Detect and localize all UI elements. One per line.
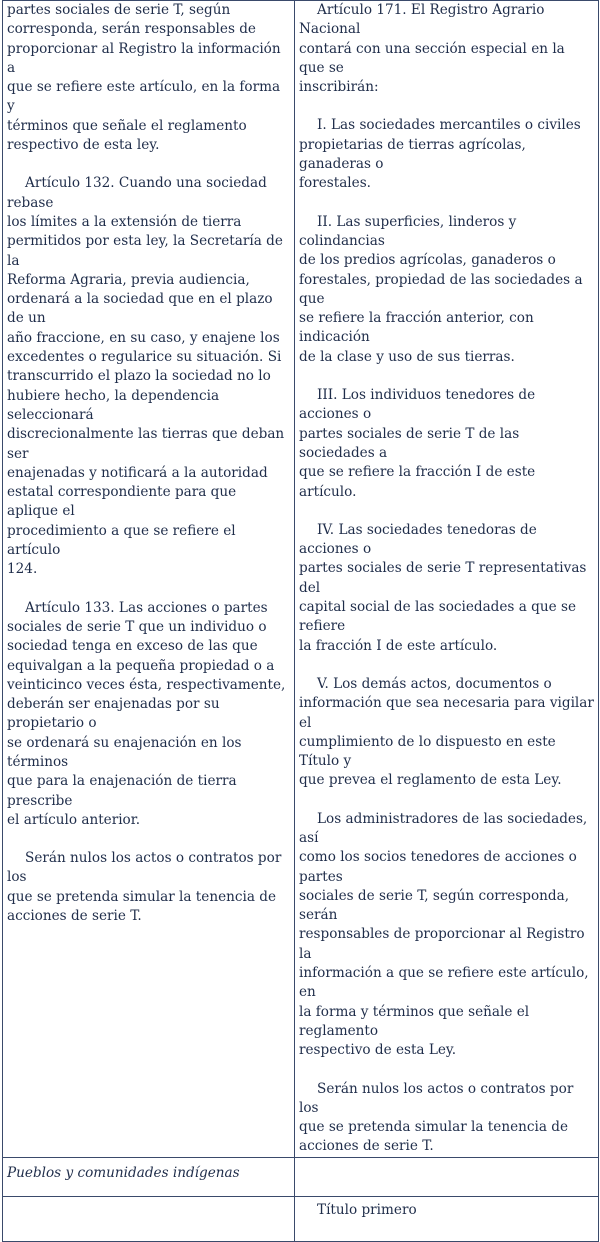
comparison-table	[2, 0, 599, 1242]
section-empty-cell	[295, 1157, 599, 1196]
left-column-cell	[3, 1, 295, 1158]
section-heading: Pueblos y comunidades indígenas	[7, 1164, 240, 1181]
right-paragraph: I. Las sociedades mercantiles o civiles propietarias de tierras agrícolas, ganaderas o forestales.	[299, 117, 581, 192]
right-paragraph: Los administradores de las sociedades, así como los socios tenedores de acciones o partes sociales de serie T, según corresponda, serán responsables de proporcionar al Registro la información a que se refiere este artículo, en la forma y términos que señale el reglamento respectivo de esta Ley.	[299, 810, 589, 1059]
title-label-cell	[295, 1196, 599, 1241]
table-row	[3, 1157, 599, 1196]
section-label-cell	[3, 1157, 295, 1196]
document-page	[2, 0, 598, 1218]
left-paragraph: Artículo 132. Cuando una sociedad rebase los límites a la extensión de tierra permitidos por esta ley, la Secretaría de la Reforma Agraria, previa audiencia, ordenará a la sociedad que en el plazo de un año fraccione, en su caso, y enajene los excedentes o regularice su situación. Si transcurrido el plazo la sociedad no lo hubiere hecho, la dependencia seleccionará discrecionalmente las tierras que deban ser enajenadas y notificará a la autoridad estatal correspondiente para que aplique el procedimiento a que se refiere el artículo 124.	[7, 175, 285, 578]
right-paragraph: III. Los individuos tenedores de acciones o partes sociales de serie T de las sociedades a que se refiere la fracción I de este artículo.	[299, 387, 536, 500]
table-row	[3, 1196, 599, 1241]
left-paragraph: Artículo 133. Las acciones o partes sociales de serie T que un individuo o sociedad tenga en exceso de las que equivalgan a la pequeña propiedad o a veinticinco veces ésta, respectivamente, deberán ser enajenadas por su propietario o se ordenará su enajenación en los términos que para la enajenación de tierra prescribe el artículo anterior.	[7, 599, 286, 828]
title-empty-cell	[3, 1196, 295, 1241]
right-column-cell	[295, 1, 599, 1158]
right-paragraph: Serán nulos los actos o contratos por los que se pretenda simular la tenencia de acciones de serie T.	[299, 1080, 574, 1155]
right-paragraph: V. Los demás actos, documentos o información que sea necesaria para vigilar el cumplimiento de lo dispuesto en este Título y que prevea el reglamento de esta Ley.	[299, 675, 594, 789]
table-row	[3, 1, 599, 1158]
left-paragraph: partes sociales de serie T, según corresponda, serán responsables de proporcionar al Registro la información a que se refiere este artículo, en la forma y términos que señale el reglamento respectivo de esta ley.	[7, 2, 281, 154]
title-heading: Título primero	[317, 1201, 417, 1218]
right-paragraph: Artículo 171. El Registro Agrario Nacional contará con una sección especial en la que se inscribirán:	[299, 2, 565, 96]
right-paragraph: IV. Las sociedades tenedoras de acciones o partes sociales de serie T representativas del capital social de las sociedades a que se refiere la fracción I de este artículo.	[299, 521, 587, 654]
right-paragraph: II. Las superficies, linderos y colindancias de los predios agrícolas, ganaderos o forestales, propiedad de las sociedades a que se refiere la fracción anterior, con indicación de la clase y uso de sus tierras.	[299, 213, 583, 365]
left-paragraph: Serán nulos los actos o contratos por los que se pretenda simular la tenencia de acciones de serie T.	[7, 850, 282, 925]
